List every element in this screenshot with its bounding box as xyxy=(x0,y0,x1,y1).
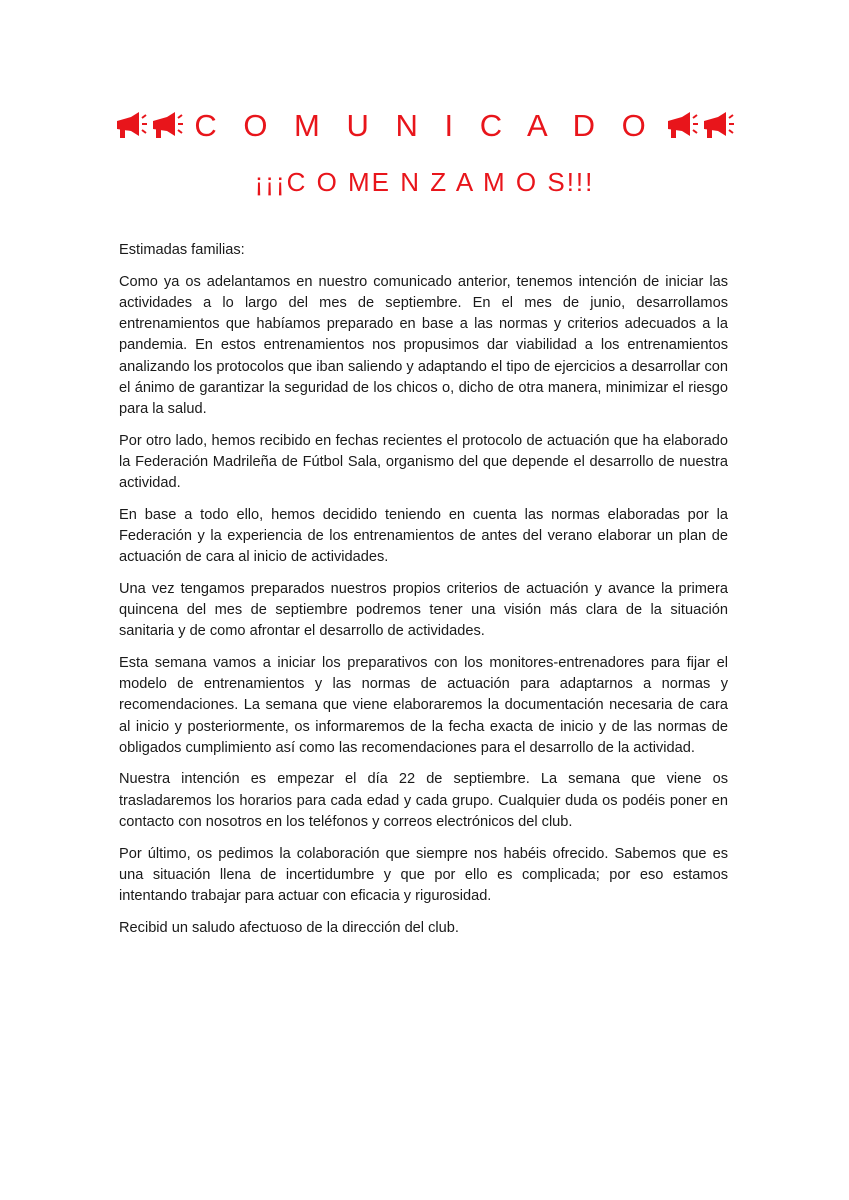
paragraph: Como ya os adelantamos en nuestro comunicado anterior, tenemos intención de iniciar las actividades a lo largo del mes de septiembre. En el mes de junio, desarrollamos entrenamientos que habíamos preparado en base a las normas y criterios adecuados a la pandemia. En estos entrenamientos nos propusimos dar viabilidad a los entrenamientos analizando los protocolos que iban saliendo y adaptando el tipo de ejercicios a desarrollar con el ánimo de garantizar la seguridad de los chicos o, dicho de otra manera, minimizar el riesgo para la salud. xyxy=(119,273,728,417)
page-subtitle: ¡¡¡C O ME N Z A M O S!!! xyxy=(254,167,595,197)
paragraph: Por otro lado, hemos recibido en fechas recientes el protocolo de actuación que ha elaborado la Federación Madrileña de Fútbol Sala, organismo del que depende el desarrollo de nuestra actividad. xyxy=(119,432,728,492)
megaphone-icon xyxy=(150,111,184,141)
page-title: C O M U N I C A D O xyxy=(194,108,655,143)
megaphone-icons-left xyxy=(114,111,184,141)
paragraph: Esta semana vamos a iniciar los preparativos con los monitores-entrenadores para fijar el modelo de entrenamientos y las normas de actuación para adaptarnos a normas y recomendaciones. La semana que viene elaboraremos la documentación necesaria de cara al inicio y posteriormente, os informaremos de la fecha exacta de inicio y de las normas de obligados cumplimiento así como las recomendaciones para el desarrollo de la actividad. xyxy=(119,654,728,756)
paragraph: Nuestra intención es empezar el día 22 de septiembre. La semana que viene os trasladaremos los horarios para cada edad y cada grupo. Cualquier duda os podéis poner en contacto con nosotros en los teléfonos y correos electrónicos del club. xyxy=(119,771,728,830)
megaphone-icon xyxy=(114,111,148,141)
megaphone-icons-right xyxy=(665,111,735,141)
greeting: Estimadas familias: xyxy=(119,242,245,258)
closing: Recibid un saludo afectuoso de la dirección del club. xyxy=(119,919,459,936)
title-row xyxy=(0,108,849,144)
paragraph: En base a todo ello, hemos decidido teniendo en cuenta las normas elaboradas por la Federación y la experiencia de los entrenamientos de antes del verano elaborar un plan de actuación de cara al inicio de actividades. xyxy=(119,506,728,566)
paragraph: Por último, os pedimos la colaboración que siempre nos habéis ofrecido. Sabemos que es una situación llena de incertidumbre y que por ello es complicada; por eso estamos intentando trabajar para actuar con eficacia y rigurosidad. xyxy=(119,845,728,904)
megaphone-icon xyxy=(665,111,699,141)
megaphone-icon xyxy=(701,111,735,141)
letter-body xyxy=(119,240,728,949)
paragraph: Una vez tengamos preparados nuestros propios criterios de actuación y avance la primera quincena del mes de septiembre podremos tener una visión más clara de la situación sanitaria y de como afrontar el desarrollo de actividades. xyxy=(119,580,728,640)
